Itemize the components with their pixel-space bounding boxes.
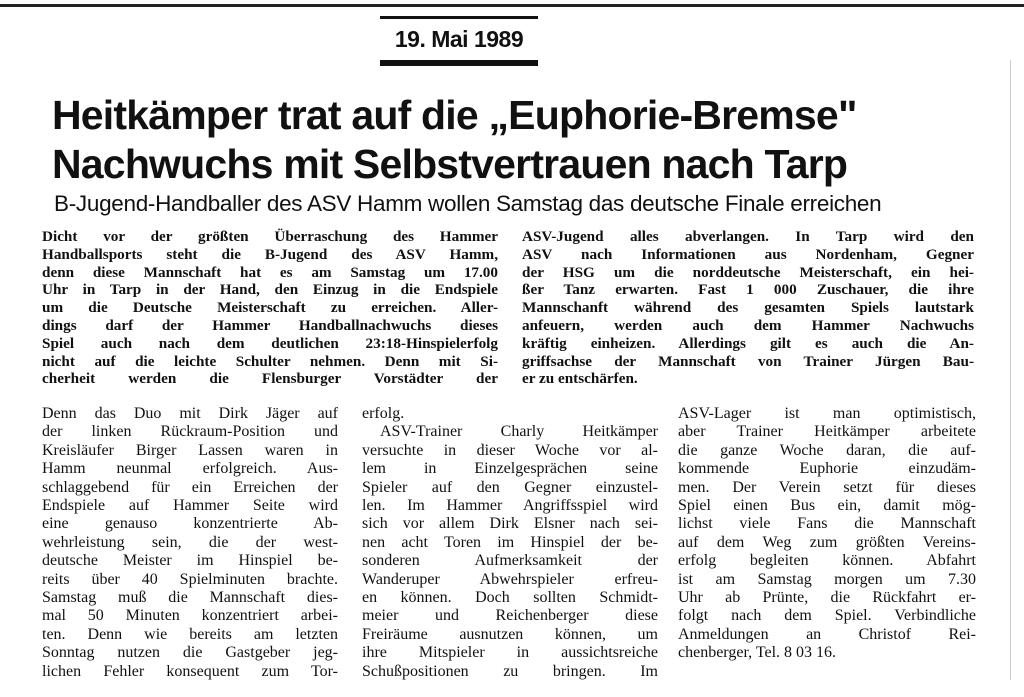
text-line: Spieler auf den Gegner einzustel- [362,478,658,496]
text-line: erfolg. [362,405,405,422]
text-line: Samstag muß die Mannschaft dies- [42,589,338,607]
text-line: erfolg begleiten können. Abfahrt [678,552,976,570]
text-line: Freiräume ausnutzen können, um [362,625,658,643]
text-line: schlaggebend für ein Erreichen der [42,478,338,496]
text-line: chenberger, Tel. 8 03 16. [678,644,837,662]
text-line: Mannschanft während des gesamten Spiels lautstark [522,299,974,317]
text-line: ten. Denn wie bereits am letzten [42,625,338,643]
text-line: lichst viele Fans die Mannschaft [678,515,976,533]
text-line: ASV-Trainer Charly Heitkämper [380,423,658,441]
text-line: sich vor allem Dirk Elsner nach sei- [362,515,658,533]
text-line: Denn das Duo mit Dirk Jäger auf [42,405,338,422]
text-line: auf dem Weg zum größten Vereins- [678,533,976,551]
text-line: cherheit werden die Flensburger Vorstädter der [42,370,498,388]
headline-line-1: Heitkämper trat auf die „Euphorie-Bremse" [52,92,857,138]
lead-paragraph-right [522,228,974,388]
text-line: Anmeldungen an Christof Rei- [678,625,976,643]
text-line: lem in Einzelgesprächen seine [362,460,658,478]
text-line: versuchte in dieser Woche vor al- [362,441,658,459]
text-line: aber Trainer Heitkämper arbeitete [678,423,976,441]
body-column-3 [678,405,976,663]
article-date: 19. Mai 1989 [394,26,524,52]
text-line: ASV-Lager ist man optimistisch, [678,405,976,422]
text-line: Sonntag nutzen die Gastgeber jeg- [42,644,338,662]
text-line: sonderen Aufmerksamkeit der [362,552,658,570]
text-line: der HSG um die norddeutsche Meisterschaft, ein hei- [522,263,974,281]
text-line: wehrleistung sein, die der west- [42,533,338,551]
text-line: men. Der Verein setzt für dieses [678,478,976,496]
text-line: um die Deutsche Meisterschaft zu erreichen. Aller- [42,299,498,317]
body-column-2 [362,405,658,681]
headline-line-2: Nachwuchs mit Selbstvertrauen nach Tarp [52,141,848,187]
text-line: anfeuern, werden auch dem Hammer Nachwuchs [522,316,974,334]
text-line: len. Im Hammer Angriffsspiel wird [362,497,658,515]
text-line: lichen Fehler konsequent zum Tor- [42,662,338,680]
text-line: Spiel auch nach dem deutlichen 23:18-Hinspielerfolg [42,334,498,352]
text-line: meier und Reichenberger diese [362,607,658,625]
text-line: ist am Samstag morgen um 7.30 [678,570,976,588]
text-line: Schußpositionen zu bringen. Im [362,662,658,680]
subheadline: B-Jugend-Handballer des ASV Hamm wollen Samstag das deutsche Finale erreichen [54,191,882,216]
text-line: en können. Doch sollten Schmidt- [362,589,658,607]
text-line: er zu entschärfen. [522,370,638,388]
text-line: nicht auf die leichte Schulter nehmen. Denn mit Si- [42,352,498,370]
text-line: Uhr ab Prünte, die Rückfahrt er- [678,589,976,607]
text-line: ASV nach Informationen aus Nordenham, Gegner [522,245,974,263]
text-line: ASV-Jugend alles abverlangen. In Tarp wird den [522,228,974,245]
text-line: die ganze Woche daran, die auf- [678,441,976,459]
right-edge-rule [1010,60,1011,680]
text-line: der linken Rückraum-Position und [42,423,338,441]
text-line: Endspiele auf Hammer Seite wird [42,497,338,515]
text-line: mal 50 Minuten konzentriert arbei- [42,607,338,625]
text-line: Dicht vor der größten Überraschung des Hammer [42,228,498,245]
top-rule [0,4,1024,7]
text-line: Uhr in Tarp in der Hand, den Einzug in die Endspiele [42,281,498,299]
date-box [380,16,538,66]
text-line: deutsche Meister im Hinspiel be- [42,552,338,570]
text-line: folgt nach dem Spiel. Verbindliche [678,607,976,625]
text-line: Wanderuper Abwehrspieler erfreu- [362,570,658,588]
text-line: Spiel einen Bus ein, damit mög- [678,497,976,515]
text-line: griffsachse der Mannschaft von Trainer Jürgen Bau- [522,352,974,370]
text-line: ßer Tanz erwarten. Fast 1 000 Zuschauer, die ihre [522,281,974,299]
text-line: reits über 40 Spielminuten brachte. [42,570,338,588]
text-line: Handballsports steht die B-Jugend des ASV Hamm, [42,245,498,263]
text-line: denn diese Mannschaft hat es am Samstag um 17.00 [42,263,498,281]
text-line: Hamm neunmal erfolgreich. Aus- [42,460,338,478]
lead-paragraph-left [42,228,498,388]
body-column-1 [42,405,338,681]
text-line: nen acht Toren im Hinspiel der be- [362,533,658,551]
text-line: kommende Euphorie einzudäm- [678,460,976,478]
text-line: dings darf der Hammer Handballnachwuchs dieses [42,316,498,334]
text-line: ihre Mitspieler in aussichtsreiche [362,644,658,662]
text-line: Kreisläufer Birger Lassen waren in [42,441,338,459]
text-line: kräftig einheizen. Allerdings gilt es auch die An- [522,334,974,352]
text-line: eine genauso konzentrierte Ab- [42,515,338,533]
